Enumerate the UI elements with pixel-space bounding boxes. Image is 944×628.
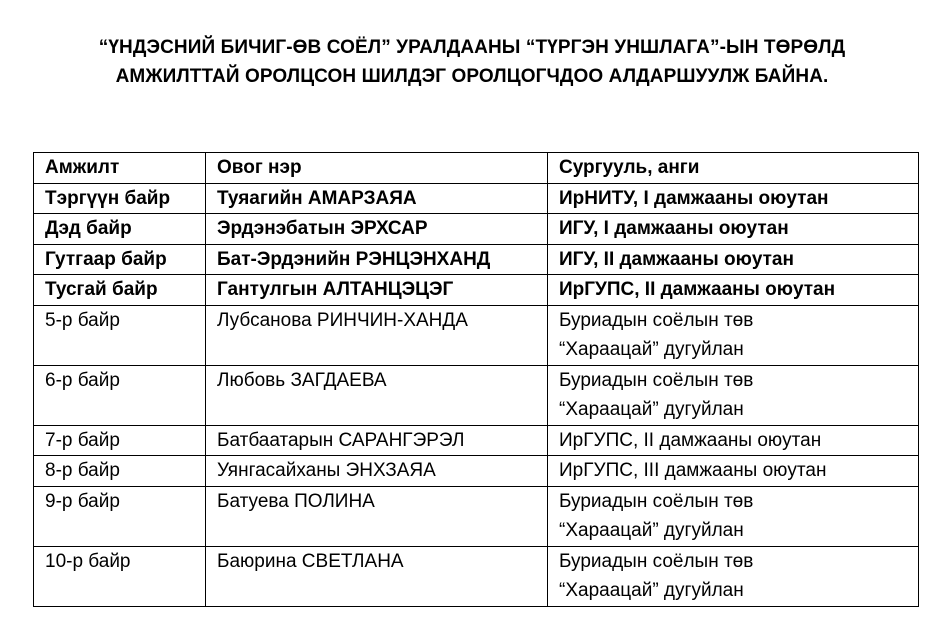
cell-name: Любовь ЗАГДАЕВА bbox=[206, 365, 548, 425]
cell-place: 5-р байр bbox=[34, 305, 206, 365]
cell-place: 7-р байр bbox=[34, 425, 206, 456]
cell-place: Дэд байр bbox=[34, 214, 206, 245]
cell-name: Гантулгын АЛТАНЦЭЦЭГ bbox=[206, 275, 548, 306]
school-line: Буриадын соёлын төв bbox=[559, 550, 754, 572]
cell-place: 9-р байр bbox=[34, 486, 206, 546]
cell-place: 8-р байр bbox=[34, 456, 206, 487]
title-line-1: “ҮНДЭСНИЙ БИЧИГ-ӨВ СОЁЛ” УРАЛДААНЫ “ТҮРГЭН УНШЛАГА”-ЫН ТӨРӨЛД bbox=[98, 37, 846, 58]
school-line: Буриадын соёлын төв bbox=[559, 369, 754, 391]
cell-place: 6-р байр bbox=[34, 365, 206, 425]
school-line: ИрГУПС, III дамжааны оюутан bbox=[559, 460, 827, 481]
school-line: “Хараацай” дугуйлан bbox=[559, 580, 744, 601]
cell-name: Уянгасайханы ЭНХЗАЯА bbox=[206, 456, 548, 487]
cell-school bbox=[548, 214, 919, 245]
table-row bbox=[34, 425, 919, 456]
school-line: “Хараацай” дугуйлан bbox=[559, 520, 744, 541]
school-line: ИГУ, II дамжааны оюутан bbox=[559, 248, 794, 270]
cell-place: Гутгаар байр bbox=[34, 244, 206, 275]
cell-name: Лубсанова РИНЧИН-ХАНДА bbox=[206, 305, 548, 365]
school-line: Буриадын соёлын төв bbox=[559, 490, 754, 512]
cell-school bbox=[548, 244, 919, 275]
table-row bbox=[34, 456, 919, 487]
cell-name: Батуева ПОЛИНА bbox=[206, 486, 548, 546]
school-line: ИрГУПС, II дамжааны оюутан bbox=[559, 279, 836, 300]
cell-school bbox=[548, 425, 919, 456]
cell-school bbox=[548, 305, 919, 365]
school-line: ИрГУПС, II дамжааны оюутан bbox=[559, 429, 822, 451]
cell-school bbox=[548, 456, 919, 487]
cell-school bbox=[548, 183, 919, 214]
cell-name: Батбаатарын САРАНГЭРЭЛ bbox=[206, 425, 548, 456]
school-line: “Хараацай” дугуйлан bbox=[559, 399, 744, 420]
header-school: Сургууль, анги bbox=[548, 153, 919, 184]
table-row bbox=[34, 183, 919, 214]
cell-place: Тусгай байр bbox=[34, 275, 206, 306]
school-line: “Хараацай” дугуйлан bbox=[559, 339, 744, 360]
table-row bbox=[34, 546, 919, 606]
table-row bbox=[34, 305, 919, 365]
cell-name: Эрдэнэбатын ЭРХСАР bbox=[206, 214, 548, 245]
cell-place: 10-р байр bbox=[34, 546, 206, 606]
cell-name: Бат-Эрдэнийн РЭНЦЭНХАНД bbox=[206, 244, 548, 275]
school-line: ИГУ, I дамжааны оюутан bbox=[559, 218, 789, 239]
cell-school bbox=[548, 275, 919, 306]
results-table bbox=[33, 152, 919, 607]
cell-school bbox=[548, 486, 919, 546]
table-row bbox=[34, 214, 919, 245]
cell-name: Туяагийн АМАРЗАЯА bbox=[206, 183, 548, 214]
table-header-row bbox=[34, 153, 919, 184]
cell-place: Тэргүүн байр bbox=[34, 183, 206, 214]
cell-name: Баюрина СВЕТЛАНА bbox=[206, 546, 548, 606]
cell-school bbox=[548, 365, 919, 425]
table-row bbox=[34, 365, 919, 425]
cell-school bbox=[548, 546, 919, 606]
school-line: ИрНИТУ, I дамжааны оюутан bbox=[559, 187, 829, 209]
table-row bbox=[34, 275, 919, 306]
title-line-2: АМЖИЛТТАЙ ОРОЛЦСОН ШИЛДЭГ ОРОЛЦОГЧДОО АЛДАРШУУЛЖ БАЙНА. bbox=[115, 66, 829, 87]
header-place: Амжилт bbox=[34, 153, 206, 184]
table-row bbox=[34, 486, 919, 546]
table-row bbox=[34, 244, 919, 275]
header-name: Овог нэр bbox=[206, 153, 548, 184]
page-title bbox=[0, 33, 944, 91]
school-line: Буриадын соёлын төв bbox=[559, 309, 754, 331]
